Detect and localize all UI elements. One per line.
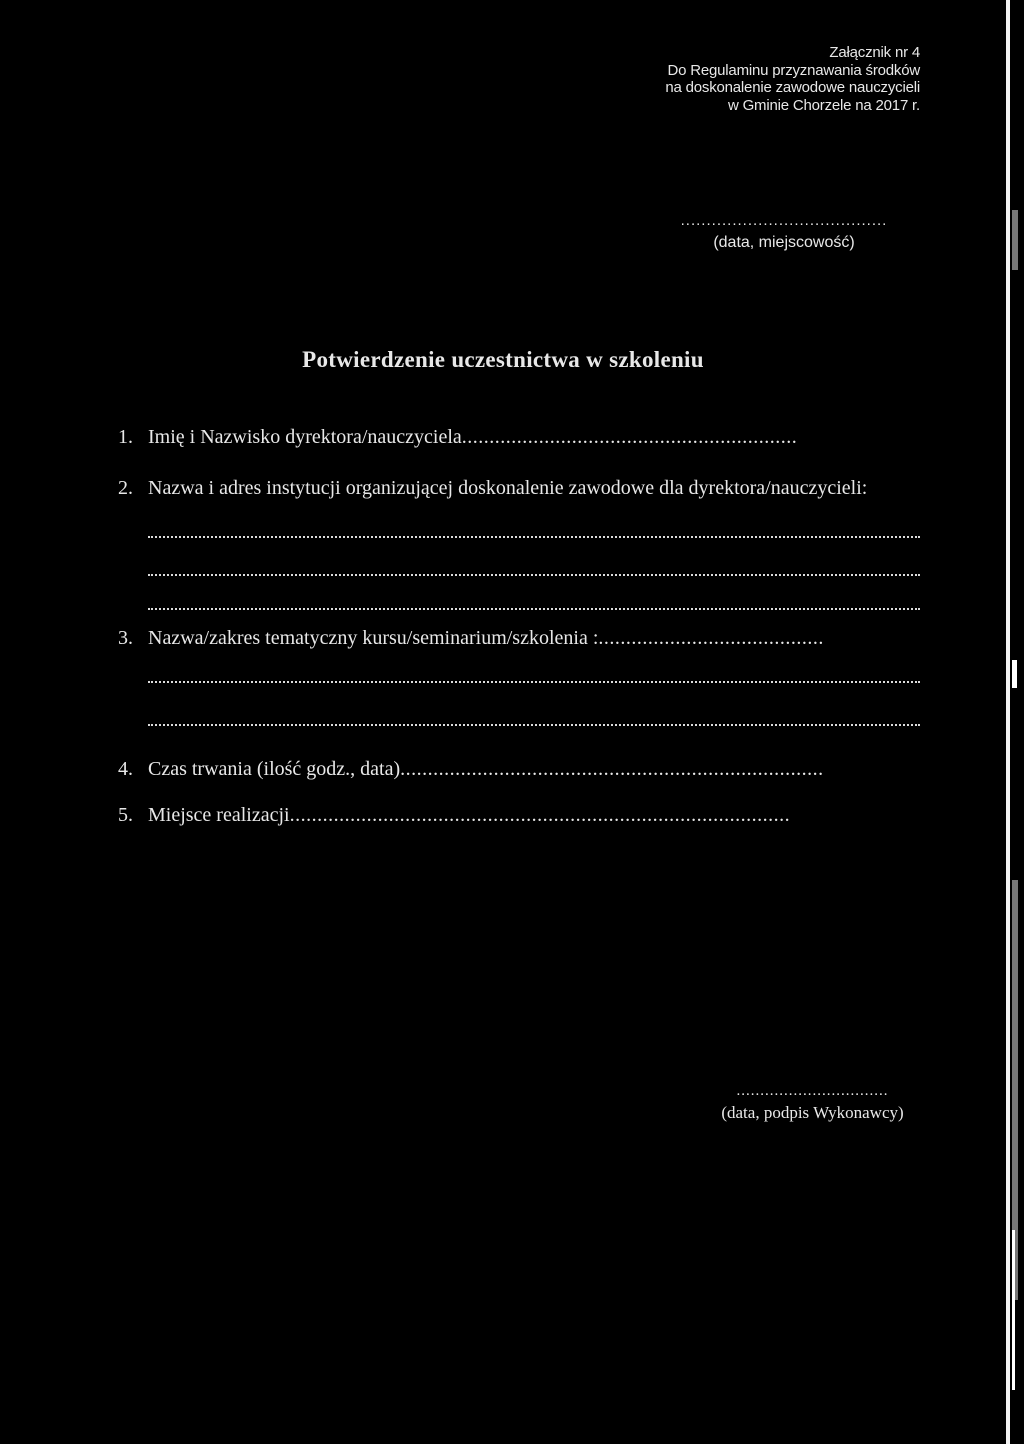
item-dots: ........................................................................................... <box>289 804 791 826</box>
dotted-fill-line <box>148 722 920 726</box>
item-label: Miejsce realizacji <box>148 804 290 826</box>
form-item-1 <box>118 425 797 449</box>
scan-mark <box>1012 660 1017 688</box>
annex-line: w Gminie Chorzele na 2017 r. <box>727 96 920 114</box>
item-number: 2. <box>118 477 133 499</box>
page-title: Potwierdzenie uczestnictwa w szkoleniu <box>302 347 704 372</box>
item-label: Imię i Nazwisko dyrektora/nauczyciela <box>148 426 462 448</box>
dotted-fill-line <box>148 534 920 538</box>
scan-speckle <box>1012 210 1018 270</box>
item-label: Czas trwania (ilość godz., data) <box>148 758 401 780</box>
annex-line: Do Regulaminu przyznawania środków <box>667 61 920 79</box>
signature-dots: ................................ <box>736 1083 889 1099</box>
annex-line: Załącznik nr 4 <box>829 44 920 61</box>
dotted-fill-line <box>148 606 920 610</box>
item-label: Nazwa i adres instytucji organizującej doskonalenie zawodowe dla dyrektora/nauczycieli: <box>148 477 868 499</box>
signature-field <box>700 1082 925 1123</box>
annex-line: na doskonalenie zawodowe nauczycieli <box>665 79 920 96</box>
item-dots: ......................................... <box>598 627 824 649</box>
form-item-2 <box>118 476 867 500</box>
date-place-dots: ........................................ <box>680 212 888 229</box>
item-number: 5. <box>118 804 133 826</box>
item-label: Nazwa/zakres tematyczny kursu/seminarium/szkolenia : <box>148 627 599 649</box>
item-dots: ............................................................................. <box>400 758 824 780</box>
item-number: 4. <box>118 758 133 780</box>
form-item-3 <box>118 626 824 650</box>
signature-caption: (data, podpis Wykonawcy) <box>721 1103 904 1122</box>
annex-header <box>620 44 920 114</box>
date-place-field <box>650 212 918 252</box>
dotted-fill-line <box>148 572 920 576</box>
item-number: 3. <box>118 627 133 649</box>
dotted-fill-line <box>148 679 920 683</box>
scan-mark <box>1012 1230 1015 1390</box>
form-item-4 <box>118 757 824 781</box>
item-dots: ............................................................. <box>461 426 798 448</box>
item-number: 1. <box>118 426 133 448</box>
date-place-caption: (data, miejscowość) <box>713 234 855 251</box>
form-item-5 <box>118 803 790 827</box>
